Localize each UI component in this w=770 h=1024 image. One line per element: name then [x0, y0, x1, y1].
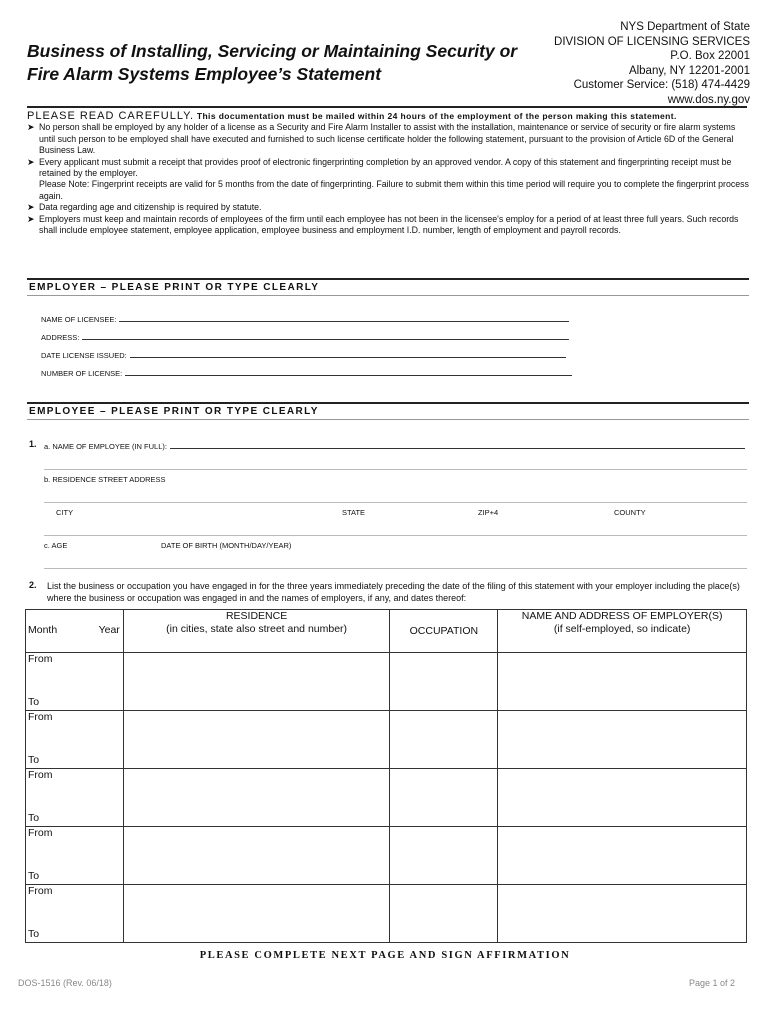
license-date-label: DATE LICENSE ISSUED:: [41, 351, 127, 360]
from-label: From: [28, 653, 53, 665]
agency-line: DIVISION OF LICENSING SERVICES: [554, 35, 750, 48]
licensee-name-field[interactable]: [41, 314, 569, 324]
form-title-line1: Business of Installing, Servicing or Maintaining Security or: [27, 41, 518, 61]
date-range-cell[interactable]: [26, 653, 124, 711]
employer-header-title: NAME AND ADDRESS OF EMPLOYER(S): [521, 610, 723, 622]
question-2-number: 2.: [29, 580, 37, 590]
table-row: [26, 653, 747, 711]
agency-line: Customer Service: (518) 474-4429: [573, 79, 750, 91]
instruction-bullet: [27, 202, 749, 213]
employer-header-note: (if self-employed, so indicate): [553, 623, 691, 635]
question-1-number: 1.: [29, 439, 37, 449]
county-label: COUNTY: [614, 508, 646, 517]
arrow-icon: ➤: [27, 156, 35, 167]
instruction-bullet: [27, 157, 749, 180]
street-address-label: b. RESIDENCE STREET ADDRESS: [44, 475, 166, 484]
dob-label: DATE OF BIRTH (MONTH/DAY/YEAR): [161, 541, 292, 550]
agency-line: NYS Department of State: [620, 21, 750, 33]
license-date-field[interactable]: [41, 350, 566, 360]
residence-cell[interactable]: [123, 885, 390, 943]
residence-cell[interactable]: [123, 769, 390, 827]
licensee-name-line[interactable]: [119, 314, 569, 322]
form-title: [27, 40, 547, 86]
license-number-label: NUMBER OF LICENSE:: [41, 369, 123, 378]
instruction-bullet: [27, 122, 749, 156]
fingerprint-note: Please Note: Fingerprint receipts are valid for 5 months from the date of fingerprinting. Failure to submit them within this time period will require you to complete the fingerprint process again.: [39, 179, 749, 201]
residence-header-title: RESIDENCE: [225, 610, 288, 622]
instructions: [27, 111, 749, 236]
residence-header: [123, 610, 390, 653]
occupation-header-title: OCCUPATION: [409, 625, 479, 637]
read-carefully-label: PLEASE READ CAREFULLY.: [27, 110, 195, 122]
date-range-cell[interactable]: [26, 827, 124, 885]
year-header: Year: [98, 624, 120, 636]
to-label: To: [28, 696, 40, 708]
agency-line: Albany, NY 12201-2001: [628, 64, 750, 77]
residence-cell[interactable]: [123, 827, 390, 885]
instruction-bullet: [27, 214, 749, 237]
employee-section-heading: EMPLOYEE – PLEASE PRINT OR TYPE CLEARLY: [27, 402, 749, 420]
from-label: From: [28, 769, 53, 781]
occupation-cell[interactable]: [390, 769, 498, 827]
occupation-cell[interactable]: [390, 711, 498, 769]
instructions-lead: [27, 111, 749, 122]
form-number: DOS-1516 (Rev. 06/18): [18, 978, 112, 988]
employer-cell[interactable]: [498, 653, 747, 711]
month-header: Month: [28, 624, 58, 636]
licensee-address-line[interactable]: [82, 332, 569, 340]
from-label: From: [28, 827, 53, 839]
employer-cell[interactable]: [498, 827, 747, 885]
residence-cell[interactable]: [123, 653, 390, 711]
bullet-text: Data regarding age and citizenship is required by statute.: [39, 202, 262, 213]
employee-name-line[interactable]: [170, 441, 745, 449]
occupation-header: [390, 610, 498, 653]
arrow-icon: ➤: [27, 202, 35, 213]
from-label: From: [28, 885, 53, 897]
bullet-text: No person shall be employed by any holder of a license as a Security and Fire Alarm Installer to assist with the installation, maintenance or service of security or fire alarm systems until such person to be employed shall have executed and furnished to such license certificate holder the following statement, pursuant to the provision of Article 6D of the General Business Law.: [39, 122, 736, 156]
residence-header-note: (in cities, state also street and number): [166, 623, 348, 635]
from-label: From: [28, 711, 53, 723]
license-number-line[interactable]: [125, 368, 572, 376]
licensee-name-label: NAME OF LICENSEE:: [41, 315, 117, 324]
to-label: To: [28, 812, 40, 824]
occupation-cell[interactable]: [390, 885, 498, 943]
occupation-cell[interactable]: [390, 827, 498, 885]
arrow-icon: ➤: [27, 122, 35, 133]
employee-name-field[interactable]: [44, 441, 745, 451]
month-year-header: [26, 610, 124, 653]
table-row: [26, 711, 747, 769]
form-title-line2: Fire Alarm Systems Employee’s Statement: [27, 64, 382, 84]
agency-address-block: [490, 20, 750, 107]
date-range-cell[interactable]: [26, 885, 124, 943]
agency-line: www.dos.ny.gov: [667, 93, 750, 106]
residence-cell[interactable]: [123, 711, 390, 769]
to-label: To: [28, 870, 40, 882]
complete-next-page-note: PLEASE COMPLETE NEXT PAGE AND SIGN AFFIRMATION: [199, 950, 571, 961]
question-2-text: List the business or occupation you have engaged in for the three years immediately preceding the date of the filing of this statement with your employer including the place(s) where the business or occupation was engaged in and the names of employers, if any, and dates thereof:: [47, 581, 740, 603]
date-range-cell[interactable]: [26, 769, 124, 827]
age-dob-line[interactable]: [44, 568, 747, 569]
employer-cell[interactable]: [498, 711, 747, 769]
employer-cell[interactable]: [498, 885, 747, 943]
city-state-line[interactable]: [44, 535, 747, 536]
header-divider: [27, 106, 747, 108]
occupation-cell[interactable]: [390, 653, 498, 711]
licensee-address-label: ADDRESS:: [41, 333, 80, 342]
to-label: To: [28, 754, 40, 766]
mailing-requirement: This documentation must be mailed within 24 hours of the employment of the person making this statement.: [194, 111, 677, 121]
employee-name-label: a. NAME OF EMPLOYEE (IN FULL):: [44, 442, 167, 451]
employer-cell[interactable]: [498, 769, 747, 827]
employment-history-table: [25, 609, 747, 943]
table-row: [26, 769, 747, 827]
to-label: To: [28, 928, 40, 940]
age-label: c. AGE: [44, 541, 68, 550]
date-range-cell[interactable]: [26, 711, 124, 769]
page-number: Page 1 of 2: [688, 978, 735, 988]
license-date-line[interactable]: [130, 350, 566, 358]
employer-header: [498, 610, 747, 653]
table-row: [26, 885, 747, 943]
street-address-line[interactable]: [44, 502, 747, 503]
bullet-text: Every applicant must submit a receipt that provides proof of electronic fingerprinting completion by an approved vendor. A copy of this statement and fingerprinting receipt must be retained by the employer.: [39, 156, 732, 179]
arrow-icon: ➤: [27, 213, 35, 224]
employer-section-heading: EMPLOYER – PLEASE PRINT OR TYPE CLEARLY: [27, 278, 749, 296]
table-row: [26, 827, 747, 885]
state-label: STATE: [342, 508, 366, 517]
bullet-text: Employers must keep and maintain records of employees of the firm until each employee has not been in the licensee's employ for a period of at least three full years. Such records shall include employee statement, employee application, employee business and employment I.D. number, length of employment and payroll records.: [39, 213, 739, 236]
licensee-address-field[interactable]: [41, 332, 569, 342]
zip-label: ZIP+4: [478, 508, 499, 517]
divider: [44, 469, 747, 470]
city-label: CITY: [56, 508, 74, 517]
license-number-field[interactable]: [41, 368, 572, 378]
agency-line: P.O. Box 22001: [670, 50, 750, 62]
